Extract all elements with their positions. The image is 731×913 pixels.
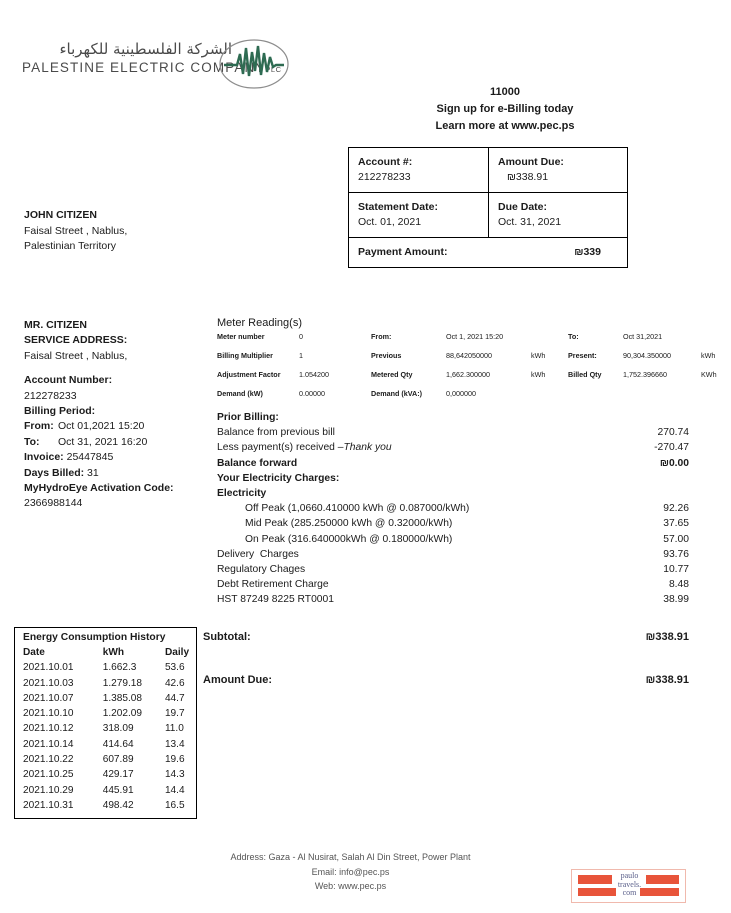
spacer <box>203 643 689 674</box>
spacer <box>24 364 214 373</box>
charge-item-label: Debt Retirement Charge <box>217 579 329 591</box>
meter-row-value-2: 88,642050000 <box>446 351 492 360</box>
charge-item-row <box>217 562 689 577</box>
charge-item-row <box>217 532 689 547</box>
history-row <box>15 706 196 721</box>
charge-item-amount: 8.48 <box>668 579 689 591</box>
charge-item-label: Off Peak (1,0660.410000 kWh @ 0.087000/kWh) <box>245 503 470 515</box>
meter-row-value-2: 1,662.300000 <box>446 370 490 379</box>
meter-row-value-3: 1,752.396660 <box>623 370 667 379</box>
meter-readings-table <box>217 332 717 408</box>
history-col-date: Date <box>23 647 45 658</box>
charge-item-amount: 57.00 <box>663 533 689 545</box>
totals-section <box>203 631 689 686</box>
charge-item-label: Delivery Charges <box>217 548 299 560</box>
footer-email: Email: info@pec.ps <box>311 866 390 877</box>
charge-item-label: HST 87249 8225 RT0001 <box>217 594 334 606</box>
history-cell-daily: 14.3 <box>164 769 185 781</box>
service-customer-name: MR. CITIZEN <box>24 319 87 331</box>
promo-line-2: Learn more at www.pec.ps <box>435 120 575 132</box>
energy-consumption-history-table <box>14 627 197 819</box>
invoice-label: Invoice: <box>24 451 64 464</box>
balance-previous-amount: 270.74 <box>657 427 689 439</box>
history-row <box>15 737 196 752</box>
service-address-value: Faisal Street , Nablus, <box>24 349 128 362</box>
customer-name: JOHN CITIZEN <box>24 209 97 221</box>
history-title: Energy Consumption History <box>23 632 166 643</box>
statement-date-cell <box>349 193 489 237</box>
meter-row-label: Billing Multiplier <box>217 351 273 360</box>
company-name-arabic: الشركة الفلسطينية للكهرباء <box>59 40 232 58</box>
charge-item-row <box>217 501 689 516</box>
history-cell-date: 2021.10.12 <box>23 723 74 735</box>
meter-row-label-2: From: <box>371 332 392 341</box>
due-date-label: Due Date: <box>498 201 548 213</box>
history-cell-daily: 16.5 <box>164 799 185 811</box>
account-number-value: 212278233 <box>358 171 411 183</box>
meter-row-value: 1 <box>299 351 303 360</box>
meter-row-label-3: Billed Qty <box>568 370 602 379</box>
meter-row-label: Adjustment Factor <box>217 370 281 379</box>
history-cell-kwh: 1.662.3 <box>102 662 137 674</box>
balance-forward-row <box>217 456 689 471</box>
less-payment-label-plain: Less payment(s) received – <box>217 442 344 454</box>
account-box-row-2 <box>349 193 627 238</box>
charge-item-amount: 10.77 <box>663 564 689 576</box>
history-col-daily: Daily <box>164 647 190 658</box>
electric-waveform-icon <box>218 38 290 90</box>
customer-address-block <box>24 208 127 255</box>
billing-period-to <box>24 435 214 450</box>
prior-billing-heading: Prior Billing: <box>217 412 279 423</box>
history-cell-kwh: 1.385.08 <box>102 692 142 704</box>
subtotal-label: Subtotal: <box>203 631 251 643</box>
invoice-row <box>24 450 214 465</box>
history-cell-kwh: 1.202.09 <box>102 708 142 720</box>
watermark-line-3: com <box>622 888 637 897</box>
promo-line-1: Sign up for e-Billing today <box>436 103 574 115</box>
history-cell-daily: 42.6 <box>164 677 185 689</box>
meter-row-value: 1.054200 <box>299 370 329 379</box>
customer-address-line-2: Palestinian Territory <box>24 240 117 252</box>
payment-amount-label: Payment Amount: <box>358 246 448 258</box>
meter-row-label-3: To: <box>568 332 579 341</box>
history-row <box>15 660 196 675</box>
customer-address-line-1: Faisal Street , Nablus, <box>24 224 128 237</box>
history-cell-daily: 19.7 <box>164 708 185 720</box>
less-payment-amount: -270.47 <box>654 442 689 454</box>
charges-section <box>217 410 689 608</box>
meter-row-unit-3: kWh <box>701 351 716 360</box>
footer-address: Address: Gaza - Al Nusirat, Salah Al Din Street, Power Plant <box>230 852 471 862</box>
history-cell-date: 2021.10.25 <box>23 769 74 781</box>
history-cell-date: 2021.10.29 <box>23 784 74 796</box>
invoice-value: 25447845 <box>66 451 114 464</box>
history-row <box>15 767 196 782</box>
history-cell-kwh: 1.279.18 <box>102 677 142 689</box>
history-cell-kwh: 498.42 <box>102 799 134 811</box>
history-cell-date: 2021.10.10 <box>23 708 74 720</box>
meter-row-label: Meter number <box>217 332 265 341</box>
electricity-heading-row <box>217 486 689 501</box>
charge-item-label: On Peak (316.640000kWh @ 0.180000/kWh) <box>245 533 453 545</box>
prior-billing-heading-row <box>217 410 689 425</box>
history-cell-daily: 19.6 <box>164 754 185 766</box>
history-cell-kwh: 414.64 <box>102 738 134 750</box>
history-cell-daily: 44.7 <box>164 692 185 704</box>
meter-readings-title: Meter Reading(s) <box>217 317 302 329</box>
days-billed-label: Days Billed: <box>24 466 85 479</box>
electricity-heading: Electricity <box>217 488 267 500</box>
meter-row-label-2: Demand (kVA:) <box>371 389 422 398</box>
meter-row-unit-3: KWh <box>701 370 717 379</box>
amount-due-row <box>203 674 689 686</box>
service-address-label: SERVICE ADDRESS: <box>24 334 128 347</box>
less-payment-label <box>217 440 392 455</box>
meter-row-unit-2: kWh <box>531 351 546 360</box>
footer-web: Web: www.pec.ps <box>314 881 387 891</box>
watermark-text <box>572 872 687 898</box>
service-details-block <box>24 318 214 512</box>
meter-row-value: 0.00000 <box>299 389 325 398</box>
charge-item-row <box>217 577 689 592</box>
account-box-row-1 <box>349 148 627 193</box>
company-suffix: PLC <box>265 65 282 74</box>
meter-row <box>217 370 717 389</box>
amount-due-total-label: Amount Due: <box>203 674 273 686</box>
history-col-kwh: kWh <box>102 647 125 658</box>
electricity-charges-heading: Your Electricity Charges: <box>217 472 340 484</box>
history-cell-date: 2021.10.31 <box>23 799 74 811</box>
service-account-number-label: Account Number: <box>24 374 113 387</box>
meter-row <box>217 351 716 370</box>
meter-row-value-2: Oct 1, 2021 15:20 <box>446 332 504 341</box>
amount-due-value: ₪338.91 <box>507 171 549 183</box>
meter-row <box>217 389 689 408</box>
charge-item-amount: 38.99 <box>663 594 689 606</box>
activation-code-label: MyHydroEye Activation Code: <box>24 482 174 495</box>
history-cell-date: 2021.10.03 <box>23 677 74 689</box>
charge-item-list <box>217 501 689 607</box>
history-cell-kwh: 318.09 <box>102 723 134 735</box>
watermark-line-2: travels. <box>617 879 642 889</box>
charge-item-row <box>217 592 689 607</box>
history-table <box>15 645 196 813</box>
billing-period-to-key: To: <box>24 435 40 448</box>
history-header-row <box>15 645 196 660</box>
billing-period-label: Billing Period: <box>24 405 96 418</box>
billing-period-from-key: From: <box>24 420 54 433</box>
company-name-english-text: PALESTINE ELECTRIC COMPANY <box>22 60 266 75</box>
history-row <box>15 691 196 706</box>
history-body <box>15 660 196 813</box>
due-date-value: Oct. 31, 2021 <box>498 216 562 228</box>
charge-item-amount: 93.76 <box>663 548 689 560</box>
history-cell-kwh: 429.17 <box>102 769 134 781</box>
meter-row-value-3: Oct 31,2021 <box>623 332 663 341</box>
less-payment-label-italic: Thank you <box>343 442 392 454</box>
history-row <box>15 798 196 813</box>
amount-due-total-value: ₪338.91 <box>645 674 689 686</box>
history-cell-daily: 53.6 <box>164 662 185 674</box>
history-cell-date: 2021.10.14 <box>23 738 74 750</box>
history-cell-daily: 13.4 <box>164 738 185 750</box>
billing-period-from-value: Oct 01,2021 15:20 <box>58 420 145 433</box>
balance-previous-label: Balance from previous bill <box>217 427 335 439</box>
promo-header <box>360 84 650 135</box>
electricity-charges-heading-row <box>217 471 689 486</box>
subtotal-value: ₪338.91 <box>645 631 689 643</box>
due-date-cell <box>489 193 627 237</box>
history-cell-daily: 11.0 <box>164 723 184 735</box>
history-row <box>15 676 196 691</box>
paulo-travels-watermark <box>571 869 686 903</box>
activation-code-value: 2366988144 <box>24 497 83 510</box>
payment-amount-value: ₪339 <box>574 246 601 258</box>
history-row <box>15 783 196 798</box>
watermark-line-1: paulo <box>620 871 639 880</box>
meter-row-value: 0 <box>299 332 303 341</box>
balance-forward-label: Balance forward <box>217 457 298 469</box>
history-cell-kwh: 607.89 <box>102 754 134 766</box>
account-box-row-3 <box>349 238 627 267</box>
meter-row-label-2: Previous <box>371 351 402 360</box>
less-payment-row <box>217 440 689 455</box>
billing-period-to-value: Oct 31, 2021 16:20 <box>58 435 148 448</box>
charge-item-amount: 37.65 <box>663 518 689 530</box>
meter-row-unit-2: kWh <box>531 370 546 379</box>
balance-previous-row <box>217 425 689 440</box>
amount-due-label: Amount Due: <box>498 156 564 168</box>
charge-item-label: Mid Peak (285.250000 kWh @ 0.32000/kWh) <box>245 518 453 530</box>
meter-row-label-2: Metered Qty <box>371 370 413 379</box>
meter-row-value-3: 90,304.350000 <box>623 351 671 360</box>
statement-date-value: Oct. 01, 2021 <box>358 216 422 228</box>
company-name-english <box>22 60 282 75</box>
promo-code: 11000 <box>490 86 520 98</box>
service-account-number-value: 212278233 <box>24 389 77 402</box>
subtotal-row <box>203 631 689 643</box>
meter-row-label: Demand (kW) <box>217 389 263 398</box>
charge-item-label: Regulatory Chages <box>217 564 306 576</box>
meter-row-value-2: 0,000000 <box>446 389 476 398</box>
history-cell-kwh: 445.91 <box>102 784 134 796</box>
billing-period-from <box>24 419 214 434</box>
days-billed-value: 31 <box>87 466 99 479</box>
history-row <box>15 721 196 736</box>
charge-item-row <box>217 547 689 562</box>
charge-item-amount: 92.26 <box>663 503 689 515</box>
meter-row <box>217 332 689 351</box>
statement-date-label: Statement Date: <box>358 201 438 213</box>
amount-due-cell <box>489 148 627 192</box>
meter-row-label-3: Present: <box>568 351 597 360</box>
history-cell-date: 2021.10.07 <box>23 692 74 704</box>
balance-forward-amount: ₪0.00 <box>659 457 689 469</box>
history-cell-daily: 14.4 <box>164 784 185 796</box>
account-number-label: Account #: <box>358 156 413 168</box>
history-cell-date: 2021.10.22 <box>23 754 74 766</box>
account-summary-box <box>348 147 628 268</box>
payment-amount-cell <box>349 238 627 267</box>
account-number-cell <box>349 148 489 192</box>
history-row <box>15 752 196 767</box>
charge-item-row <box>217 516 689 531</box>
days-billed-row <box>24 466 214 481</box>
history-cell-date: 2021.10.01 <box>23 662 74 674</box>
